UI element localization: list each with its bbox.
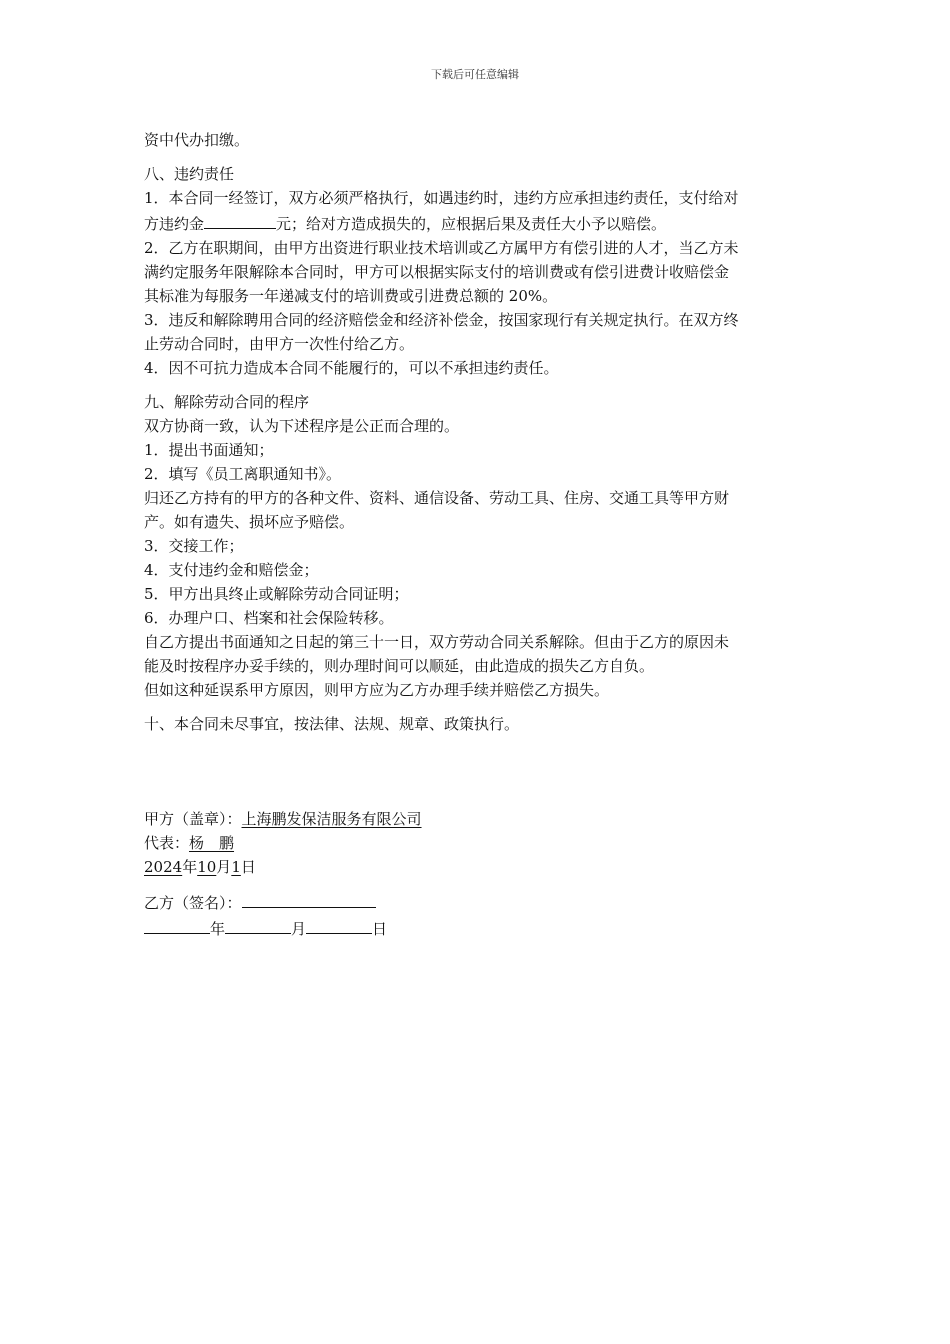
representative-line	[144, 831, 808, 855]
party-b-year-blank	[144, 915, 210, 934]
party-b-month-char: 月	[291, 920, 307, 938]
representative-label: 代表：	[144, 834, 190, 852]
party-a-company: 上海鹏发保洁服务有限公司	[241, 810, 422, 828]
s8-clause-2-line-1: 2．乙方在职期间，由甲方出资进行职业技术培训或乙方属甲方有偿引进的人才，当乙方未	[144, 239, 739, 257]
s8-clause-4: 4．因不可抗力造成本合同不能履行的，可以不承担违约责任。	[144, 359, 559, 377]
s9-return-line-1: 归还乙方持有的甲方的各种文件、资料、通信设备、劳动工具、住房、交通工具等甲方财	[144, 489, 730, 507]
party-b-signature-blank	[242, 889, 376, 908]
s9-return-line-2: 产。如有遗失、损坏应予赔偿。	[144, 513, 355, 531]
s8-clause-1-line-2	[144, 210, 808, 236]
s9-termination-line-2: 能及时按程序办妥手续的，则办理时间可以顺延，由此造成的损失乙方自负。	[144, 657, 655, 675]
s9-termination-line-3: 但如这种延误系甲方原因，则甲方应为乙方办理手续并赔偿乙方损失。	[144, 681, 610, 699]
party-a-line	[144, 807, 808, 831]
date-year: 2024	[144, 858, 183, 876]
party-b-day-blank	[306, 915, 372, 934]
section-8-heading: 八、违约责任	[144, 165, 235, 183]
page-header: 下载后可任意编辑	[431, 68, 519, 81]
section-9-heading: 九、解除劳动合同的程序	[144, 393, 310, 411]
s9-item-1: 1．提出书面通知；	[144, 441, 274, 459]
party-a-date	[144, 855, 808, 879]
date-day: 1	[231, 858, 241, 876]
s9-item-6: 6．办理户口、档案和社会保险转移。	[144, 609, 394, 627]
s9-item-3: 3．交接工作；	[144, 537, 244, 555]
party-b-year-char: 年	[210, 920, 226, 938]
party-b-month-blank	[225, 915, 291, 934]
s9-item-4: 4．支付违约金和赔偿金；	[144, 561, 319, 579]
s8-clause-1-line-1: 1．本合同一经签订，双方必须严格执行，如遇违约时，违约方应承担违约责任，支付给对	[144, 189, 739, 207]
party-a-label: 甲方（盖章）：	[144, 810, 242, 828]
s8-clause-2-line-2: 满约定服务年限解除本合同时，甲方可以根据实际支付的培训费或有偿引进费计收赔偿金	[144, 263, 730, 281]
s8-clause-2-line-3: 其标准为每服务一年递减支付的培训费或引进费总额的 20%。	[144, 287, 558, 305]
section-10: 十、本合同未尽事宜，按法律、法规、规章、政策执行。	[144, 715, 520, 733]
party-b-line	[144, 889, 808, 915]
intro-line: 资中代办扣缴。	[144, 131, 250, 149]
day-char: 日	[240, 858, 256, 876]
penalty-amount-blank	[204, 210, 276, 229]
s8-clause-3-line-2: 止劳动合同时，由甲方一次性付给乙方。	[144, 335, 415, 353]
year-char: 年	[182, 858, 198, 876]
penalty-label: 方违约金	[144, 215, 205, 233]
contract-body	[144, 128, 808, 941]
penalty-text: 元；给对方造成损失的，应根据后果及责任大小予以赔偿。	[276, 215, 667, 233]
date-month: 10	[197, 858, 217, 876]
s9-item-2: 2．填写《员工离职通知书》。	[144, 465, 342, 483]
party-b-day-char: 日	[372, 920, 388, 938]
s8-clause-3-line-1: 3．违反和解除聘用合同的经济赔偿金和经济补偿金，按国家现行有关规定执行。在双方终	[144, 311, 739, 329]
party-b-date	[144, 915, 808, 941]
month-char: 月	[216, 858, 232, 876]
s9-termination-line-1: 自乙方提出书面通知之日起的第三十一日，双方劳动合同关系解除。但由于乙方的原因未	[144, 633, 730, 651]
s9-intro: 双方协商一致，认为下述程序是公正而合理的。	[144, 417, 460, 435]
representative-name: 杨 鹏	[189, 834, 235, 852]
party-b-label: 乙方（签名）：	[144, 894, 242, 912]
s9-item-5: 5．甲方出具终止或解除劳动合同证明；	[144, 585, 409, 603]
